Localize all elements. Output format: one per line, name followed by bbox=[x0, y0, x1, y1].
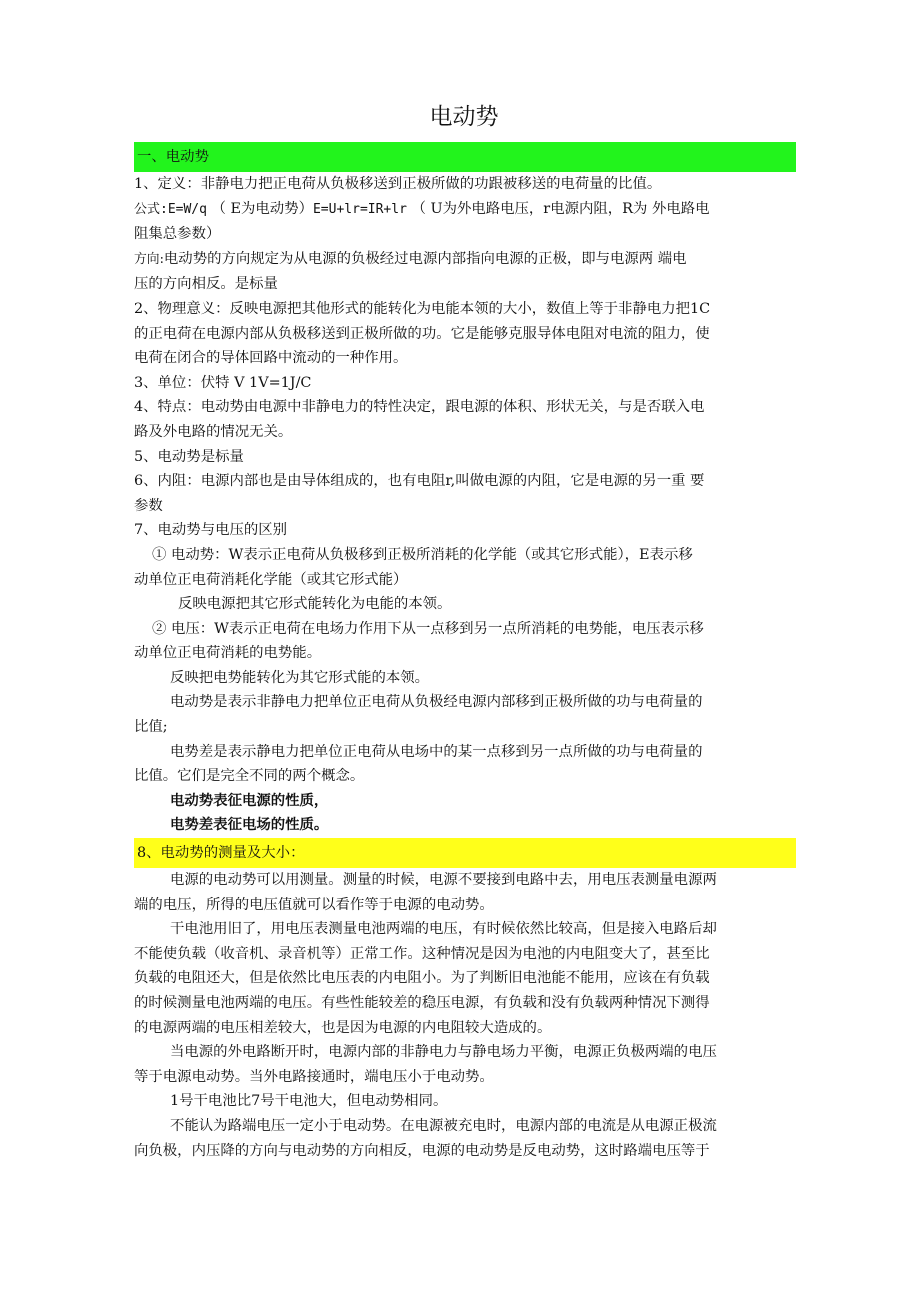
section-heading-measurement: 8、电动势的测量及大小： bbox=[134, 838, 796, 868]
internal-resistance-line-2: 参数 bbox=[134, 497, 163, 514]
paragraph-2-line-3: 负载的电阻还大，但是依然比电压表的内电阻小。为了判断旧电池能不能用，应该在有负载 bbox=[134, 970, 710, 987]
direction-label: 方向: bbox=[134, 251, 164, 267]
pd-definition-line-2: 比值。它们是完全不同的两个概念。 bbox=[134, 768, 365, 785]
scalar-line: 5、电动势是标量 bbox=[134, 448, 244, 465]
voltage-compare-line-2: 动单位正电荷消耗的电势能。 bbox=[134, 645, 322, 662]
paragraph-1-line-2: 端的电压，所得的电压值就可以看作等于电源的电动势。 bbox=[134, 896, 494, 913]
paragraph-4: 1号干电池比7号干电池大，但电动势相同。 bbox=[170, 1093, 448, 1110]
pd-definition-line-1: 电势差是表示静电力把单位正电荷从电场中的某一点移到另一点所做的功与电荷量的 bbox=[170, 743, 703, 760]
bold-summary-2: 电势差表征电场的性质。 bbox=[170, 816, 329, 834]
direction-line bbox=[134, 247, 796, 273]
emf-definition-line-2: 比值; bbox=[134, 719, 168, 736]
paragraph-2-line-1: 干电池用旧了，用电压表测量电池两端的电压，有时候依然比较高，但是接入电路后却 bbox=[170, 921, 717, 938]
voltage-compare-line-1: ② 电压：W表示正电荷在电场力作用下从一点移到另一点所消耗的电势能，电压表示移 bbox=[152, 620, 704, 637]
feature-line-2: 路及外电路的情况无关。 bbox=[134, 423, 293, 440]
paragraph-2-line-4: 的时候测量电池两端的电压。有些性能较差的稳压电源，有负载和没有负载两种情况下测得 bbox=[134, 995, 710, 1011]
difference-heading: 7、电动势与电压的区别 bbox=[134, 522, 288, 539]
paragraph-5-line-2: 向负极，内压降的方向与电动势的方向相反，电源的电动势是反电动势，这时路端电压等于 bbox=[134, 1142, 710, 1159]
document-body bbox=[134, 142, 796, 1163]
definition-line: 1、定义：非静电力把正电荷从负极移送到正极所做的功跟被移送的电荷量的比值。 bbox=[134, 176, 662, 192]
formula-note-1: （ E为电动势） bbox=[211, 200, 313, 217]
internal-resistance-line-1: 6、内阻：电源内部也是由导体组成的，也有电阻r,叫做电源的内阻，它是电源的另一重 要 bbox=[134, 473, 705, 490]
unit-line: 3、单位：伏特 V 1V=1J/C bbox=[134, 374, 312, 391]
page-title: 电动势 bbox=[429, 104, 499, 130]
paragraph-1-line-1: 电源的电动势可以用测量。测量的时候，电源不要接到电路中去，用电压表测量电源两 bbox=[170, 872, 717, 889]
formula-label: 公式: bbox=[134, 201, 168, 217]
formula-emf: E=W/q bbox=[167, 201, 207, 217]
formula-note-2: （ U为外电路电压，r电源内阻，R为 外电路电 bbox=[411, 200, 710, 217]
paragraph-2-line-5: 的电源两端的电压相差较大，也是因为电源的内电阻较大造成的。 bbox=[134, 1019, 552, 1036]
bold-summary-1: 电动势表征电源的性质， bbox=[170, 791, 329, 809]
paragraph-5-line-1: 不能认为路端电压一定小于电动势。在电源被充电时，电源内部的电流是从电源正极流 bbox=[170, 1117, 717, 1134]
paragraph-3-line-1: 当电源的外电路断开时，电源内部的非静电力与静电场力平衡，电源正负极两端的电压 bbox=[170, 1044, 717, 1061]
direction-line-cont: 压的方向相反。是标量 bbox=[134, 276, 278, 293]
meaning-line-3: 电荷在闭合的导体回路中流动的一种作用。 bbox=[134, 350, 408, 367]
emf-compare-line-1: ① 电动势：W表示正电荷从负极移到正极所消耗的化学能（或其它形式能），E表示移 bbox=[152, 546, 693, 563]
meaning-line-2: 的正电荷在电源内部从负极移送到正极所做的功。它是能够克服导体电阻对电流的阻力，使 bbox=[134, 325, 710, 342]
emf-compare-line-3: 反映电源把其它形式能转化为电能的本领。 bbox=[178, 596, 452, 613]
formula-emf-expanded: E=U+lr=IR+lr bbox=[312, 201, 407, 217]
emf-definition-line-1: 电动势是表示非静电力把单位正电荷从负极经电源内部移到正极所做的功与电荷量的 bbox=[170, 694, 703, 711]
paragraph-2-line-2: 不能使负载（收音机、录音机等）正常工作。这种情况是因为电池的内电阻变大了，甚至比 bbox=[134, 945, 710, 962]
meaning-line-1: 2、物理意义：反映电源把其他形式的能转化为电能本领的大小，数值上等于非静电力把1C bbox=[134, 300, 711, 317]
paragraph-3-line-2: 等于电源电动势。当外电路接通时，端电压小于电动势。 bbox=[134, 1068, 494, 1085]
direction-text: 电动势的方向规定为从电源的负极经过电源内部指向电源的正极，即与电源两 端电 bbox=[163, 250, 687, 267]
voltage-compare-line-3: 反映把电势能转化为其它形式能的本领。 bbox=[170, 669, 430, 686]
emf-compare-line-2: 动单位正电荷消耗化学能（或其它形式能） bbox=[134, 571, 408, 588]
section-heading-emf: 一、电动势 bbox=[134, 142, 796, 172]
formula-line-cont: 阻集总参数） bbox=[134, 226, 221, 243]
formula-line bbox=[134, 197, 796, 223]
feature-line-1: 4、特点：电动势由电源中非静电力的特性决定，跟电源的体积、形状无关，与是否联入电 bbox=[134, 399, 705, 416]
